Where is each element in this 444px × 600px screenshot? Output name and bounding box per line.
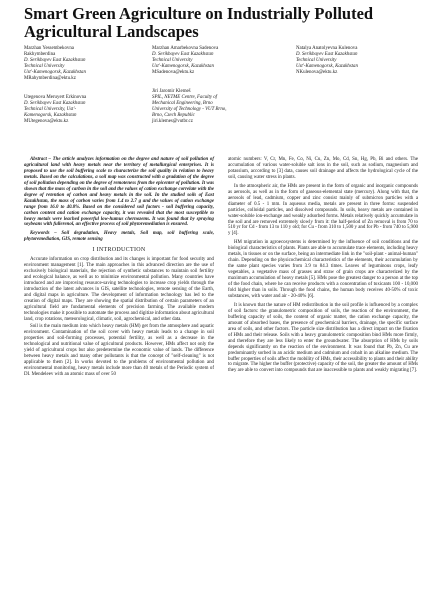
author-affiliation: Mechanical Engineering, Brno <box>152 101 213 107</box>
author-name: Marzhan Yessembekovna <box>24 46 74 51</box>
section-heading-introduction: I INTRODUCTION <box>92 247 146 254</box>
body-paragraph: It is known that the nature of HM redistribution in the soil profile is influenced by a complex of soil factors: the granulometric composition of soils, the reaction of the environment, the buffering capacity of soils, the content of organic matter, the cation exchange capacity, the amount of absorbed bases, the presence of geochemical barriers, drainage, the specific surface area of soils, and other factors. The particle size distribution has a direct impact on the fixation of HMs and their release. Soils with a heavy granulometric composition bind HMs more firmly, and therefore they are less likely to enter the groundwater. The absorption of HMs by soils depends significantly on the reaction of the environment. It was found that Pb, Zn, Cu are predominantly sorbed in an acidic medium and cadmium and cobalt in an alkaline medium. The buffer properties of soils affect the mobility of HMs, their accessibility to plants and their ability to migrate. The higher the buffer (protective) capacity of the soil, the greater the amount of HMs they are able to convert into compounds that are inaccessible to plants and weakly migrating [7]. <box>228 302 418 374</box>
author-name: Marzhan Amarbekovna Sadenova <box>152 46 219 51</box>
author-dept: D. Serikbayev East Kazakhstan <box>152 52 214 58</box>
author-email: MSadenova@ektu.kz <box>152 70 195 76</box>
body-paragraph: In the atmospheric air, the HMs are present in the form of organic and inorganic compounds as aerosols, as well as in the form of gaseous-elemental state (mercury). Along with that, the aerosols of lead, cadmium, copper and zinc consist mainly of submicron particles with a diameter of 0.5 - 1 mm. In aqueous media, metals are present in three forms: suspended particles, colloidal particles, and dissolved compounds. In soils, heavy metals are contained in water-soluble ion-exchange and weakly adsorbed forms. Metals relatively quickly accumulate in the soil and are removed extremely slowly from it: the half-period of Zn removal is from 70 to 510 yr for Cd - from 13 to 110 y old; for Cu - from 310 to 1,500 y and for Pb - from 740 to 5,900 y [4]. <box>228 183 418 237</box>
author-email: MRahymberdina@ektu.kz <box>24 76 76 82</box>
author-affiliation: Technical University, Ust'- <box>24 107 77 113</box>
author-dept: SPIL, NETME Centre, Faculty of <box>152 95 218 101</box>
author-affiliation: Technical University <box>296 58 337 64</box>
author-affiliation: Technical University <box>24 64 65 70</box>
author-dept: D. Serikbayev East Kazakhstan <box>296 52 358 58</box>
author-name: Natalya Anatolyevna Kulenova <box>296 46 358 51</box>
body-paragraph: Accurate information on crop distribution and its changes is important for food security and environment management [1]. The main approaches in this advanced direction are the use of exclusively biological materials, the rejection of synthetic substances to maintain soil fertility and ecological balance, as well as to minimize environmental pollution. Many countries have introduced and are improving resource-saving technologies to increase crop yields through the introduction of the latest advances in GIS, satellite technologies, remote sensing of the Earth, and digital maps in agriculture. The development of information technology has led to the creation of digital maps. They are showing the spatial distribution of certain parameters of an agricultural field are fundamental elements of precision farming. The available modern technologies make it possible to automate the process and digitize information about agricultural land, crop rotations, meteorological, climatic, soil, agrochemical, and other data. <box>24 257 214 322</box>
body-paragraph: atomic numbers: V, Cr, Mn, Fe, Co, Ni, Cu, Zn, Mo, Cd, Sn, Hg, Pb, Bi and others. The accumulation of various water-soluble salt ions in the soil, such as sodium, magnesium and potassium, according to [3] data, causes soil drainage and affects the hydrological cycle of the soil, causing water stress in plants. <box>228 157 418 180</box>
author-name: Jiri Jaromir Klemeš <box>152 89 191 94</box>
paper-title: Smart Green Agriculture on Industrially Polluted Agricultural Landscapes <box>24 4 374 41</box>
author-city: Brno, Czech Republic <box>152 113 195 119</box>
abstract: Abstract – The article analyzes information on the degree and nature of soil pollution of agricultural land with heavy metals near the territory of metallurgical enterprises. It is proposed to use the soil buffering scale to characterize the soil quality in relation to heavy metals. Based on the calculations, a soil map was constructed with a gradation of the degree of soil pollution depending on the degree of remoteness from the epicenter of pollution. It was shown that the mass of carbon in the soil and the values of cation exchange correlate with the degree of retention of carbon and heavy metals in the soil. In the studied soils of East Kazakhstan, the mass of carbon varies from 1.4 to 2.7 g and the values of cation exchange range from 16.0 to 40.8%. Based on the considered soil factors - soil buffering capacity, carbon content and cation exchange capacity, it was revealed that the most susceptible to heavy metals were leached powerful low-humus chernozems. It was found that by spraying soybeans with fullerenol, an effective process of soil phytoremediation is ensured. <box>24 157 214 228</box>
left-column <box>24 157 214 378</box>
author-4 <box>24 95 86 125</box>
author-dept: D. Serikbayev East Kazakhstan <box>24 58 86 64</box>
author-city: Ust'-Kamenogorsk, Kazakhstan <box>296 64 358 70</box>
author-city: University of Technology - VUT Brno, <box>152 107 227 113</box>
author-city: Ust'-Kamenogorsk, Kazakhstan <box>152 64 214 70</box>
author-3 <box>296 46 358 76</box>
author-email: NKulenova@ektu.kz <box>296 70 338 76</box>
author-city: Ust'-Kamenogorsk, Kazakhstan <box>24 70 86 76</box>
author-5 <box>152 89 226 126</box>
author-email: jiri.klemes@vutbr.cz <box>152 119 193 125</box>
author-name: Rakhymberdina <box>24 52 56 58</box>
author-name: Utegenova Meruyert Erkinovna <box>24 95 87 100</box>
author-dept: D. Serikbayev East Kazakhstan <box>24 101 86 107</box>
author-affiliation: Technical University <box>152 58 193 64</box>
author-2 <box>152 46 218 76</box>
author-city: Kamenogorsk, Kazakhstan <box>24 113 77 119</box>
keywords: Keywords – Soil degradation, Heavy metals, Soil map, soil buffering scale, phytoremediation, GIS, remote sensing <box>24 231 214 243</box>
body-paragraph: HM migration in agroecosystems is determined by the influence of soil conditions and the biological characteristics of plants. Plants are able to accumulate trace elements, including heavy metals, in tissues or on the surface, being an intermediate link in the "soil-plant - animal-human" chain. Depending on the physicochemical characteristics of the elements, their accumulation by the same plant species varies from 3.9 to 84.3 times. Leaves of leguminous crops, leafy vegetables, a vegetative mass of grasses and straw of grain crops are characterized by the maximum accumulation of heavy metals [5]. HMs pose the greatest danger to a person at the top of the food chain, where he can receive products with a concentration of toxicants 100 - 10,000 fold higher than in soils. Through the food chains, the human body receives 40-50% of toxic substances, with water and air - 20-40% [6]. <box>228 240 418 299</box>
author-1 <box>24 46 86 83</box>
right-column <box>228 157 418 374</box>
author-email: MUtegenova@ektu.kz <box>24 119 69 125</box>
body-paragraph: Soil is the main medium into which heavy metals (HM) get from the atmosphere and aquatic environment. Contamination of the soil cover with heavy metals leads to a change in soil properties and soil-forming processes, potential fertility, as well as a decrease in the technological and nutritional value of agricultural products. However, HMs affect not only the yield of agricultural crops but also predetermine the economic value of lands. The difference between heavy metals and many other pollutants is that the concept of "self-cleaning" is not applicable to them [2]. In works devoted to the problems of environmental pollution and environmental monitoring, heavy metals include more than 40 metals of the Periodic system of DI. Mendeleev with an atomic mass of over 50 <box>24 324 214 377</box>
